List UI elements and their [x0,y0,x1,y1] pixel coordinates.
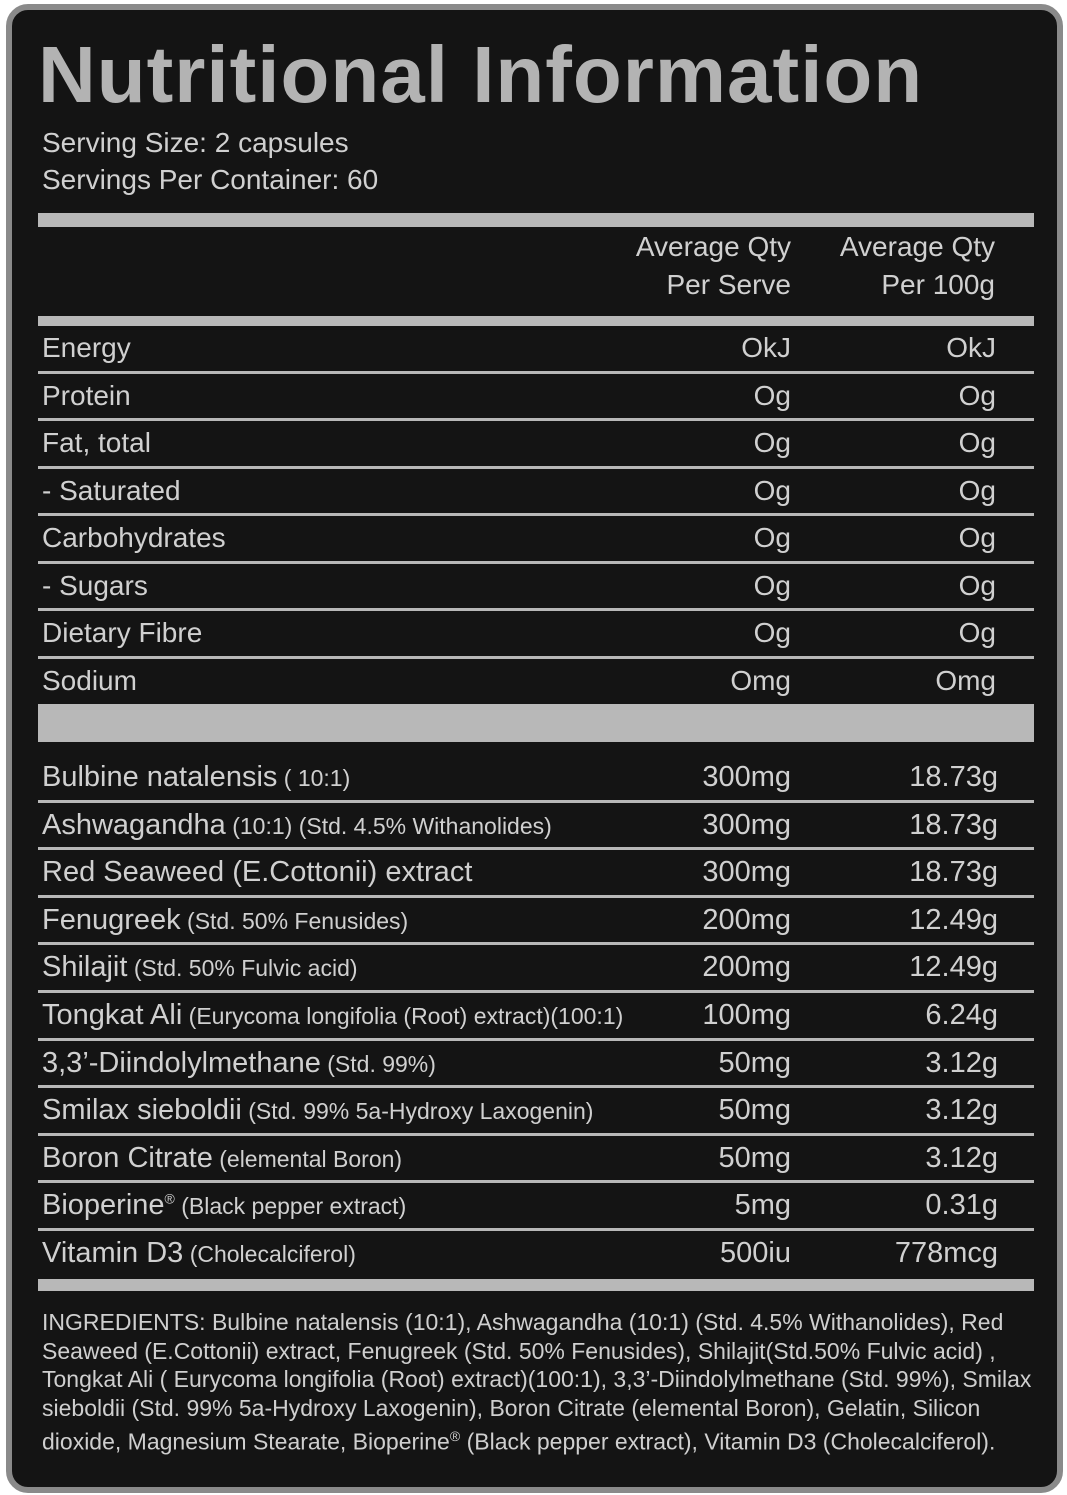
per-100g-value: Omg [935,664,996,696]
nutrient-row [38,516,1034,564]
row-name [42,856,472,889]
per-serve-value: Og [753,617,791,648]
per-serve-value: 300mg [702,761,791,793]
header-per-serve-line1: Average Qty [635,231,791,262]
per-serve-value: 50mg [718,1046,791,1079]
row-name [42,617,202,649]
row-name [42,522,226,554]
row-name [42,1237,356,1270]
per-100g-value: 778mcg [894,1237,998,1269]
per-100g-value: 3.12g [925,1046,998,1079]
per-serve-value: 100mg [702,999,791,1031]
per-serve-value: Og [753,522,791,553]
row-note: (Eurycoma longifolia (Root) extract)(100:1) [182,1003,624,1029]
row-label: Protein [42,379,131,411]
per-100g-value: 3.12g [925,1141,998,1174]
row-label: Shilajit [42,951,128,984]
row-label: Fenugreek [42,903,181,936]
per-serve-value: 50mg [718,1141,791,1174]
row-name [42,1142,402,1175]
row-label: Bioperine [42,1189,165,1222]
supplement-row [38,898,1034,946]
row-name [42,380,131,412]
row-name [42,951,358,984]
nutrient-row [38,326,1034,374]
row-name [42,761,350,794]
row-note: (elemental Boron) [212,1145,403,1172]
serving-size: Serving Size: 2 capsules [42,127,349,158]
row-name [42,1094,593,1127]
ingredients-part2: (Black pepper extract), Vitamin D3 (Cholecalciferol). [460,1428,996,1455]
nutrient-row [38,564,1034,612]
registered-mark: ® [164,1190,175,1207]
per-serve-value: 500iu [720,1237,791,1269]
per-serve-value: Og [753,427,791,458]
per-serve-value: 5mg [734,1189,791,1222]
row-note: (Black pepper extract) [174,1193,407,1220]
supplement-row [38,993,1034,1041]
row-note: (Std. 50% Fenusides) [180,907,409,934]
per-serve-value: Og [753,474,791,506]
row-label: Red Seaweed (E.Cottonii) extract [42,856,473,889]
per-serve-value: 300mg [702,856,791,889]
row-note: (Std. 99% 5a-Hydroxy Laxogenin) [241,1098,594,1125]
per-serve-value: 50mg [718,1094,791,1127]
row-name [42,999,623,1032]
row-label: Boron Citrate [42,1141,213,1174]
nutrient-row [38,374,1034,422]
supplement-row [38,850,1034,898]
supplement-row [38,1183,1034,1231]
row-label: Energy [42,332,131,363]
row-name [42,665,137,697]
header-per-100g [840,228,995,304]
supplement-row [38,1231,1034,1276]
row-label: Smilax sieboldii [42,1094,242,1127]
row-label: - Sugars [42,569,148,601]
per-100g-value: Og [958,379,996,411]
per-100g-value: 6.24g [925,999,998,1031]
row-note: (10:1) (Std. 4.5% Withanolides) [225,812,552,839]
registered-mark: ® [449,1428,461,1444]
per-100g-value: Og [958,522,996,553]
per-serve-value: OkJ [741,332,791,363]
row-label: 3,3’-Diindolylmethane [42,1046,321,1079]
nutrient-row [38,659,1034,704]
row-name [42,809,552,842]
row-name [42,1189,406,1222]
per-serve-value: 200mg [702,903,791,936]
supplement-row [38,755,1034,803]
per-100g-value: Og [958,427,996,458]
divider-bar [38,1279,1034,1291]
per-100g-value: 18.73g [909,856,998,889]
header-per-100g-line2: Per 100g [881,269,995,300]
row-label: - Saturated [42,474,181,506]
per-serve-value: 200mg [702,951,791,984]
row-label: Sodium [42,664,137,696]
per-100g-value: 18.73g [909,808,998,841]
row-label: Dietary Fibre [42,617,203,648]
per-100g-value: Og [958,569,996,601]
divider-bar [38,316,1034,326]
supplement-row [38,1136,1034,1184]
header-per-serve-line2: Per Serve [666,269,791,300]
row-note: ( 10:1) [277,765,351,791]
row-label: Bulbine natalensis [42,761,278,793]
per-serve-value: Omg [730,664,791,696]
row-note: (Std. 99%) [320,1050,436,1077]
row-name [42,570,148,602]
nutrient-row [38,611,1034,659]
row-name [42,427,151,459]
per-100g-value: OkJ [946,332,996,363]
row-label: Vitamin D3 [42,1237,184,1269]
per-serve-value: Og [753,569,791,601]
row-note: (Std. 50% Fulvic acid) [127,955,358,982]
row-label: Ashwagandha [42,808,226,841]
per-100g-value: 12.49g [909,903,998,936]
row-name [42,332,131,364]
supplement-row [38,945,1034,993]
row-note: (Cholecalciferol) [183,1241,356,1267]
nutrient-row [38,421,1034,469]
divider-bar [38,213,1034,227]
per-100g-value: Og [958,617,996,648]
row-label: Tongkat Ali [42,999,183,1031]
servings-per-container: Servings Per Container: 60 [42,164,379,195]
row-name [42,904,408,937]
ingredients-part1: INGREDIENTS: Bulbine natalensis (10:1), Ashwagandha (10:1) (Std. 4.5% Withanolides), Red Seaweed (E.Cottonii) extract, Fenugreek (Std. 50% Fenusides), Shilajit(Std.50% Fulvic acid) , Tongkat Ali ( Eurycoma longifolia (Root) extract)(100:1), 3,3’-Diindolylmethane (Std. 99%), Smilax sieboldii (Std. 99% 5a-Hydroxy Laxogenin), Boron Citrate (elemental Boron), Gelatin, Silicon dioxide, Magnesium Stearate, Bioperine [42,1309,1032,1455]
per-100g-value: 3.12g [925,1094,998,1127]
per-serve-value: 300mg [702,808,791,841]
nutrient-row [38,469,1034,517]
header-per-100g-line1: Average Qty [839,231,995,262]
row-label: Carbohydrates [42,522,226,553]
supplement-row [38,1088,1034,1136]
nutrition-panel [6,4,1063,1493]
per-serve-value: Og [753,379,791,411]
row-name [42,1047,436,1080]
per-100g-value: 12.49g [909,951,998,984]
per-100g-value: Og [958,474,996,506]
header-per-serve [636,228,791,304]
supplement-row [38,803,1034,851]
section-divider-bar [38,704,1034,742]
supplement-row [38,1041,1034,1089]
per-100g-value: 0.31g [925,1189,998,1222]
ingredients-text [42,1308,1042,1456]
per-100g-value: 18.73g [909,761,998,793]
row-label: Fat, total [42,427,151,458]
page-title: Nutritional Information [38,30,924,119]
row-name [42,475,181,507]
